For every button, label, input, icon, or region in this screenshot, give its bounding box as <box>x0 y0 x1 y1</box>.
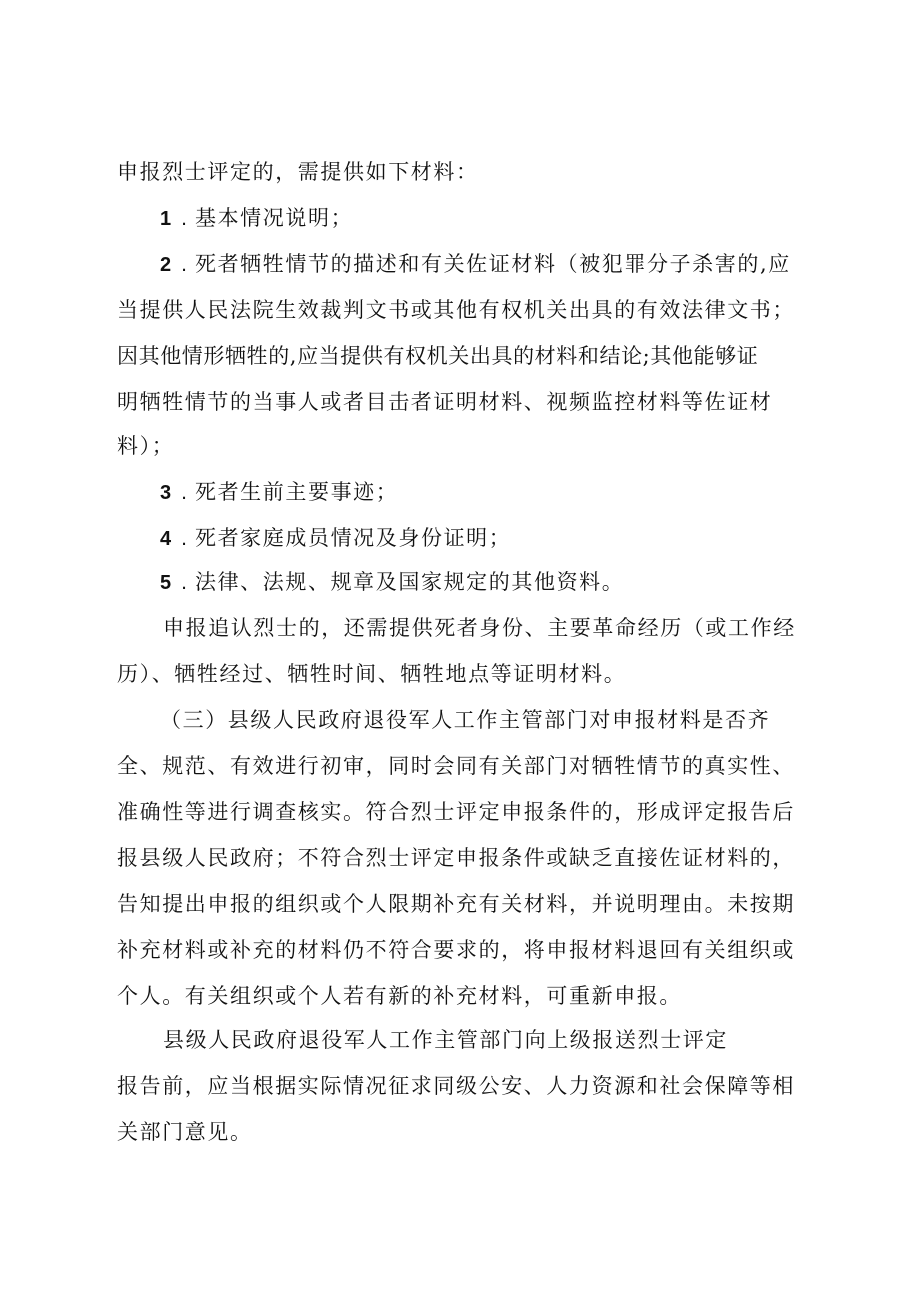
text-line-14: 全、规范、有效进行初审，同时会同有关部门对牺牲情节的真实性、 <box>117 754 795 778</box>
list-number-1: 1 <box>160 208 172 230</box>
text-line-21: 报告前，应当根据实际情况征求同级公安、人力资源和社会保障等相 <box>117 1074 795 1098</box>
list-number-2: 2 <box>160 254 172 276</box>
list-item-5-text: 法律、法规、规章及国家规定的其他资料。 <box>194 570 625 594</box>
text-line-18: 补充材料或补充的材料仍不符合要求的，将申报材料退回有关组织或 <box>117 938 795 962</box>
list-number-3: 3 <box>160 482 172 504</box>
text-line-5: 因其他情形牺牲的,应当提供有权机关出具的材料和结论;其他能够证 <box>117 344 759 368</box>
list-dot: . <box>181 527 187 550</box>
text-line-16: 报县级人民政府；不符合烈士评定申报条件或缺乏直接佐证材料的， <box>117 846 795 870</box>
text-line-7: 料）； <box>117 434 175 458</box>
list-item-4 <box>160 523 511 554</box>
list-item-1 <box>160 203 353 234</box>
section-3-heading-line: （三）县级人民政府退役军人工作主管部门对申报材料是否齐 <box>160 708 771 732</box>
list-item-2-text: 死者牺牲情节的描述和有关佐证材料（被犯罪分子杀害的,应 <box>194 252 791 276</box>
text-line-4: 当提供人民法院生效裁判文书或其他有权机关出具的有效法律文书； <box>117 298 795 322</box>
text-line-20: 县级人民政府退役军人工作主管部门向上级报送烈士评定 <box>163 1028 728 1052</box>
list-dot: . <box>181 253 187 276</box>
text-line-15: 准确性等进行调查核实。符合烈士评定申报条件的，形成评定报告后 <box>117 800 795 824</box>
text-line-17: 告知提出申报的组织或个人限期补充有关材料，并说明理由。未按期 <box>117 892 795 916</box>
list-dot: . <box>181 571 187 594</box>
list-item-3-text: 死者生前主要事迹； <box>194 480 399 504</box>
list-dot: . <box>181 481 187 504</box>
text-line-22: 关部门意见。 <box>117 1120 253 1144</box>
list-item-2 <box>160 249 791 280</box>
list-item-1-text: 基本情况说明； <box>194 206 354 230</box>
list-item-4-text: 死者家庭成员情况及身份证明； <box>194 526 512 550</box>
text-line-11: 申报追认烈士的，还需提供死者身份、主要革命经历（或工作经 <box>163 616 796 640</box>
list-number-5: 5 <box>160 572 172 594</box>
text-line-6: 明牺牲情节的当事人或者目击者证明材料、视频监控材料等佐证材 <box>117 390 773 414</box>
list-number-4: 4 <box>160 528 172 550</box>
list-item-3 <box>160 477 398 508</box>
text-line-19: 个人。有关组织或个人若有新的补充材料，可重新申报。 <box>117 984 682 1008</box>
text-line-12: 历）、牺牲经过、牺牲时间、牺牲地点等证明材料。 <box>117 662 627 686</box>
list-dot: . <box>181 207 187 230</box>
list-item-5 <box>160 567 624 598</box>
text-line-1: 申报烈士评定的，需提供如下材料： <box>117 160 479 184</box>
